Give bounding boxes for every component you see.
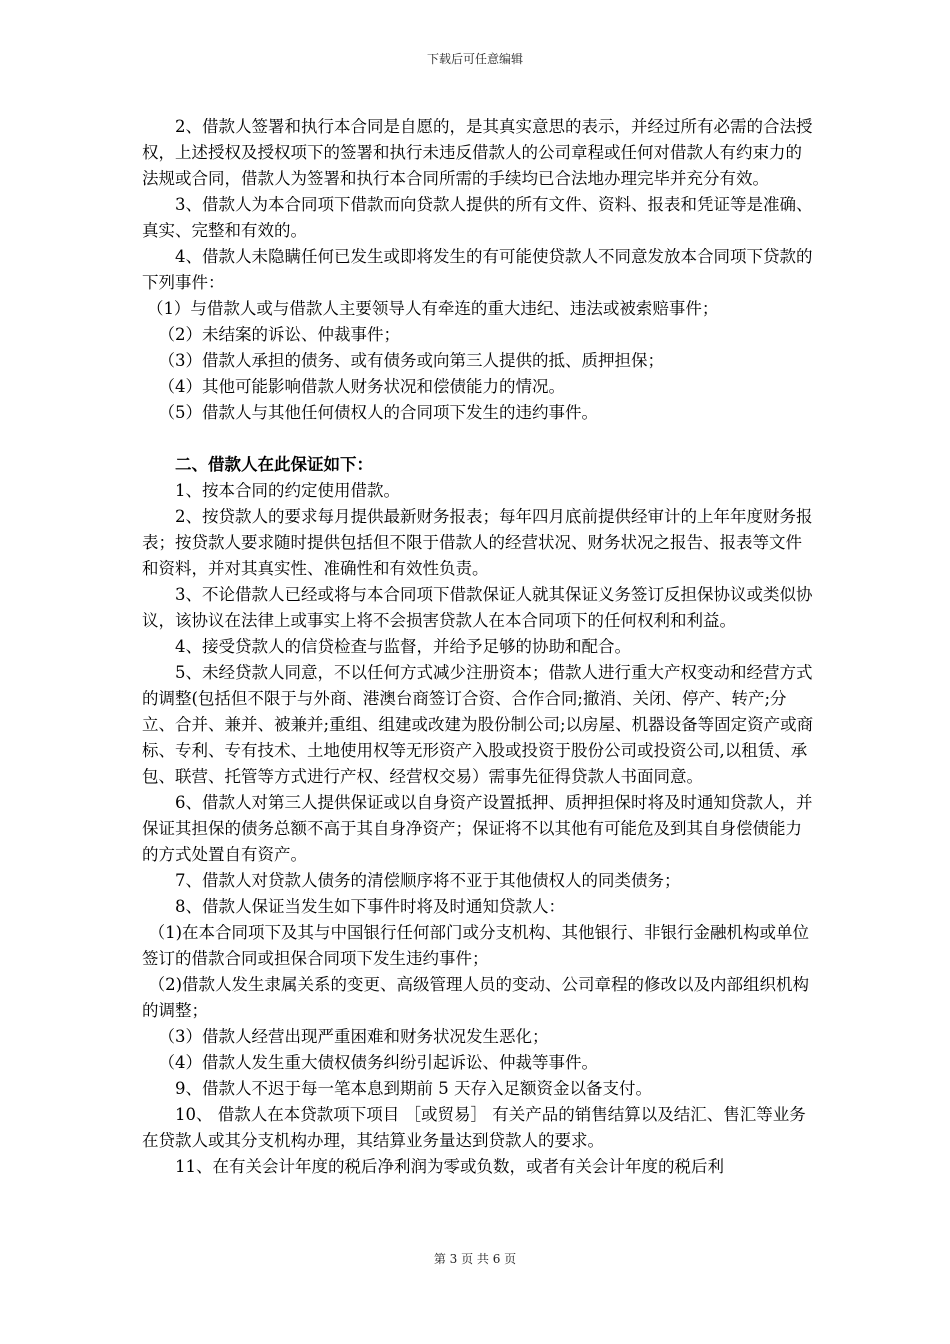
- clause-1-4: 4、借款人未隐瞒任何已发生或即将发生的有可能使贷款人不同意发放本合同项下贷款的下列事件：: [142, 247, 813, 292]
- page-footer: 第 3 页 共 6 页: [433, 1252, 517, 1266]
- notify-item: （3）借款人经营出现严重困难和财务状况发生恶化；: [158, 1027, 549, 1046]
- clause-2-5: 5、未经贷款人同意，不以任何方式减少注册资本；借款人进行重大产权变动和经营方式的调整(包括但不限于与外商、港澳台商签订合资、合作合同;撤消、关闭、停产、转产;分立、合并、兼并、被兼并;重组、组建或改建为股份制公司;以房屋、机器设备等固定资产或商标、专利、专有技术、土地使用权等无形资产入股或投资于股份公司或投资公司,以租赁、承包、联营、托管等方式进行产权、经营权交易）需事先征得贷款人书面同意。: [142, 663, 814, 786]
- clause-2-2: 2、按贷款人的要求每月提供最新财务报表；每年四月底前提供经审计的上年年度财务报表；按贷款人要求随时提供包括但不限于借款人的经营状况、财务状况之报告、报表等文件和资料，并对其真实性、准确性和有效性负责。: [142, 507, 813, 578]
- notify-item: （2)借款人发生隶属关系的变更、高级管理人员的变动、公司章程的修改以及内部组织机构的调整；: [142, 975, 810, 1020]
- notify-item: （1)在本合同项下及其与中国银行任何部门或分支机构、其他银行、非银行金融机构或单位签订的借款合同或担保合同项下发生违约事件；: [142, 923, 810, 968]
- clause-2-4: 4、接受贷款人的信贷检查与监督，并给予足够的协助和配合。: [175, 637, 631, 656]
- clause-2-6: 6、借款人对第三人提供保证或以自身资产设置抵押、质押担保时将及时通知贷款人，并保证其担保的债务总额不高于其自身净资产；保证将不以其他有可能危及到其自身偿债能力的方式处置自有资产。: [142, 793, 813, 864]
- notify-item: （4）借款人发生重大债权债务纠纷引起诉讼、仲裁等事件。: [158, 1053, 598, 1072]
- spacer: [142, 426, 814, 452]
- page-header: 下载后可任意编辑: [426, 52, 523, 66]
- clause-1-3: 3、借款人为本合同项下借款而向贷款人提供的所有文件、资料、报表和凭证等是准确、真实、完整和有效的。: [142, 195, 813, 240]
- clause-2-11: 11、在有关会计年度的税后净利润为零或负数，或者有关会计年度的税后利: [175, 1157, 724, 1176]
- event-item: （1）与借款人或与借款人主要领导人有牵连的重大违纪、违法或被索赔事件；: [146, 299, 719, 318]
- clause-1-2: 2、借款人签署和执行本合同是自愿的，是其真实意思的表示，并经过所有必需的合法授权，上述授权及授权项下的签署和执行未违反借款人的公司章程或任何对借款人有约束力的法规或合同，借款人为签署和执行本合同所需的手续均已合法地办理完毕并充分有效。: [142, 117, 813, 188]
- event-item: （5）借款人与其他任何债权人的合同项下发生的违约事件。: [158, 403, 598, 422]
- clause-2-3: 3、不论借款人已经或将与本合同项下借款保证人就其保证义务签订反担保协议或类似协议，该协议在法律上或事实上将不会损害贷款人在本合同项下的任何权利和利益。: [142, 585, 813, 630]
- section-heading: 二、借款人在此保证如下：: [175, 455, 373, 474]
- event-item: （2）未结案的诉讼、仲裁事件；: [158, 325, 400, 344]
- document-body: [142, 114, 814, 1180]
- clause-2-10: 10、 借款人在本贷款项下项目 ［或贸易］ 有关产品的销售结算以及结汇、售汇等业务在贷款人或其分支机构办理，其结算业务量达到贷款人的要求。: [142, 1105, 806, 1150]
- clause-2-1: 1、按本合同的约定使用借款。: [175, 481, 400, 500]
- clause-2-8: 8、借款人保证当发生如下事件时将及时通知贷款人：: [175, 897, 565, 916]
- event-item: （4）其他可能影响借款人财务状况和偿债能力的情况。: [158, 377, 565, 396]
- clause-2-9: 9、借款人不迟于每一笔本息到期前 5 天存入足额资金以备支付。: [175, 1079, 652, 1098]
- event-item: （3）借款人承担的债务、或有债务或向第三人提供的抵、质押担保；: [158, 351, 664, 370]
- clause-2-7: 7、借款人对贷款人债务的清偿顺序将不亚于其他债权人的同类债务；: [175, 871, 681, 890]
